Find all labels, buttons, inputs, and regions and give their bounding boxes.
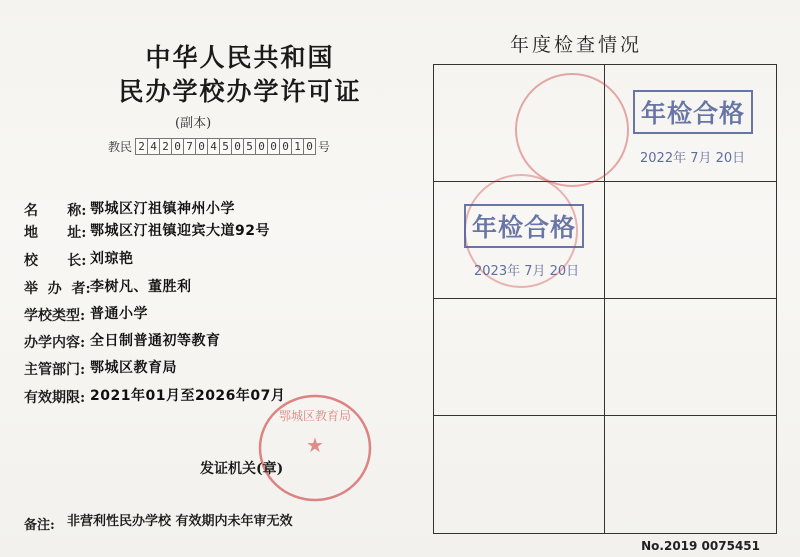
grid-cell [434,416,605,533]
svg-text:鄂城区教育局: 鄂城区教育局 [278,409,352,423]
grid-cell [605,65,776,182]
number-digit: 5 [219,138,232,155]
field-value: 普通小学 [90,306,148,322]
annual-stamp-2023: 年检合格 [464,204,584,248]
annual-stamp-date-2022: 2022年 7月 20日 [640,151,746,166]
note-label: 备注: [24,518,55,533]
field-label: 举 办 者: [24,281,91,297]
number-digit: 0 [267,138,280,155]
number-digit: 0 [171,138,184,155]
issuer-label: 发证机关(章) [200,461,284,477]
license-number [108,138,330,155]
annual-stamp-date-2023: 2023年 7月 20日 [474,264,580,279]
number-digits [135,138,315,155]
svg-text:★: ★ [306,433,324,457]
number-digit: 4 [147,138,160,155]
field-label: 主管部门: [24,362,86,378]
field-label: 办学内容: [24,335,86,351]
field-label: 学校类型: [24,308,86,324]
field-value: 鄂城区汀祖镇神州小学 [90,201,235,217]
grid-cell [434,299,605,416]
number-digit: 0 [195,138,208,155]
field-value: 刘琼艳 [90,251,134,267]
license-title-line2: 民办学校办学许可证 [118,77,362,106]
copy-label: (副本) [175,116,212,131]
field-label: 有效期限: [24,390,86,406]
number-prefix: 教民 [108,140,133,154]
number-digit: 4 [207,138,220,155]
serial-number: No.2019 0075451 [641,539,760,553]
official-seal [250,390,380,510]
license-title-line1: 中华人民共和国 [145,43,335,72]
number-digit: 1 [291,138,304,155]
field-value: 李树凡、董胜利 [90,279,192,295]
number-suffix: 号 [318,140,331,154]
number-digit: 0 [279,138,292,155]
grid-cell [434,182,605,299]
number-digit: 7 [183,138,196,155]
field-label: 地 址: [24,225,87,241]
number-digit: 0 [231,138,244,155]
annual-check-grid [433,64,777,534]
grid-cell [605,299,776,416]
annual-check-title: 年度检查情况 [510,34,643,56]
field-value: 2021年01月至2026年07月 [90,388,286,404]
field-value: 鄂城区汀祖镇迎宾大道92号 [90,223,270,239]
number-digit: 2 [159,138,172,155]
field-value: 全日制普通初等教育 [90,333,221,349]
number-digit: 0 [255,138,268,155]
number-digit: 5 [243,138,256,155]
note-value: 非营利性民办学校 有效期内未年审无效 [67,514,293,529]
number-digit: 0 [303,138,316,155]
annual-stamp-2022: 年检合格 [633,90,753,134]
grid-cell [605,416,776,533]
field-value: 鄂城区教育局 [90,360,177,376]
red-seal [515,73,629,187]
field-label: 名 称: [24,203,87,219]
grid-cell [605,182,776,299]
number-digit: 2 [135,138,148,155]
field-label: 校 长: [24,253,87,269]
